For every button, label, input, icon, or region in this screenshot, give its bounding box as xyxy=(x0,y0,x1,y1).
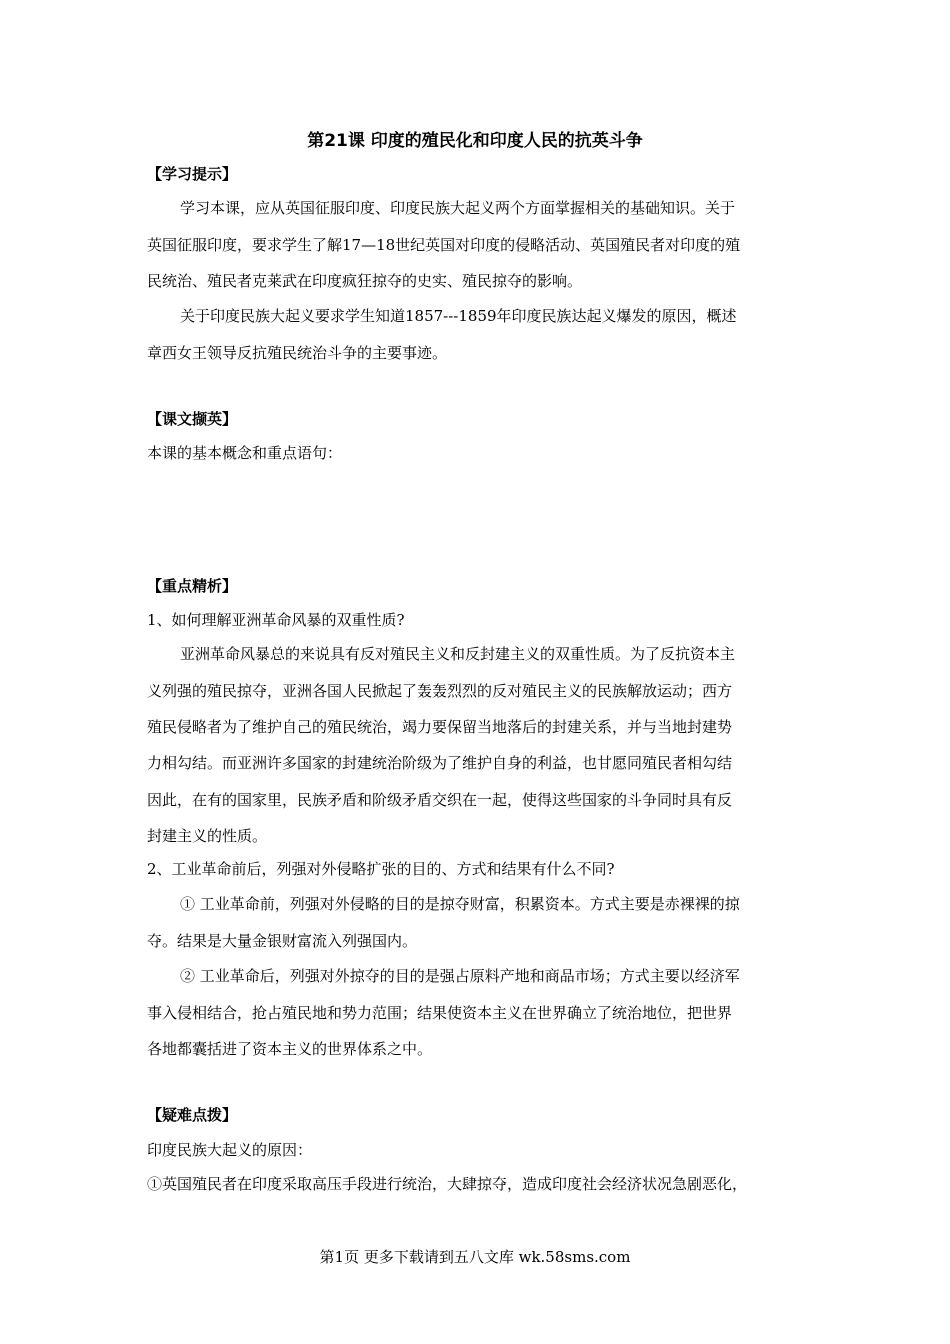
paragraph-line: 本课的基本概念和重点语句： xyxy=(147,444,343,462)
paragraph-line: ①英国殖民者在印度采取高压手段进行统治，大肆掠夺，造成印度社会经济状况急剧恶化， xyxy=(147,1175,748,1193)
paragraph-line: 事入侵相结合，抢占殖民地和势力范围；结果使资本主义在世界确立了统治地位，把世界 xyxy=(147,1004,733,1022)
paragraph-line: 民统治、殖民者克莱武在印度疯狂掠夺的史实、殖民掠夺的影响。 xyxy=(147,272,583,290)
paragraph-line: 殖民侵略者为了维护自己的殖民统治，竭力要保留当地落后的封建关系，并与当地封建势 xyxy=(147,718,733,736)
lesson-title: 第21课 印度的殖民化和印度人民的抗英斗争 xyxy=(307,131,643,151)
question-line: 1、如何理解亚洲革命风暴的双重性质? xyxy=(147,611,405,629)
heading-study-tips: 【学习提示】 xyxy=(147,165,238,183)
question-line: 2、工业革命前后，列强对外侵略扩张的目的、方式和结果有什么不同? xyxy=(147,860,615,878)
paragraph-line: ① 工业革命前，列强对外侵略的目的是掠夺财富，积累资本。方式主要是赤裸裸的掠 xyxy=(180,895,740,913)
page-footer: 第1页 更多下载请到五八文库 wk.58sms.com xyxy=(319,1248,631,1266)
paragraph-line: 关于印度民族大起义要求学生知道1857---1859年印度民族达起义爆发的原因，概述 xyxy=(180,307,737,325)
paragraph-line: ② 工业革命后，列强对外掠夺的目的是强占原料产地和商品市场；方式主要以经济军 xyxy=(180,967,740,985)
heading-key-analysis: 【重点精析】 xyxy=(147,577,238,595)
paragraph-line: 因此，在有的国家里，民族矛盾和阶级矛盾交织在一起，使得这些国家的斗争同时具有反 xyxy=(147,791,733,809)
paragraph-line: 学习本课，应从英国征服印度、印度民族大起义两个方面掌握相关的基础知识。关于 xyxy=(180,199,736,217)
heading-text-excerpt: 【课文撷英】 xyxy=(147,410,238,428)
paragraph-line: 各地都囊括进了资本主义的世界体系之中。 xyxy=(147,1040,433,1058)
paragraph-line: 章西女王领导反抗殖民统治斗争的主要事迹。 xyxy=(147,344,448,362)
paragraph-line: 夺。结果是大量金银财富流入列强国内。 xyxy=(147,932,418,950)
paragraph-line: 英国征服印度，要求学生了解17—18世纪英国对印度的侵略活动、英国殖民者对印度的殖 xyxy=(147,236,741,254)
paragraph-line: 义列强的殖民掠夺，亚洲各国人民掀起了轰轰烈烈的反对殖民主义的民族解放运动；西方 xyxy=(147,682,733,700)
paragraph-line: 力相勾结。而亚洲许多国家的封建统治阶级为了维护自身的利益，也甘愿同殖民者相勾结 xyxy=(147,754,733,772)
paragraph-line: 亚洲革命风暴总的来说具有反对殖民主义和反封建主义的双重性质。为了反抗资本主 xyxy=(180,645,736,663)
paragraph-line: 印度民族大起义的原因： xyxy=(147,1141,313,1159)
heading-difficult-points: 【疑难点拨】 xyxy=(147,1106,238,1124)
paragraph-line: 封建主义的性质。 xyxy=(147,827,268,845)
